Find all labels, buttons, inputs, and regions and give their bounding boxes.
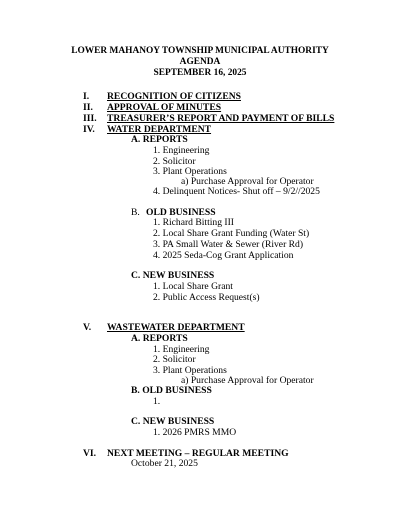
- meeting-date: SEPTEMBER 16, 2025: [153, 68, 247, 78]
- section-recognition-of-citizens: RECOGNITION OF CITIZENS: [107, 91, 241, 102]
- wastewater-report-item: 3. Plant Operations: [153, 365, 227, 376]
- water-report-item: 3. Plant Operations: [153, 166, 227, 177]
- section-number: V.: [83, 322, 92, 333]
- water-old-business-letter: B.: [131, 207, 140, 218]
- water-new-business-item: 1. Local Share Grant: [153, 281, 233, 292]
- wastewater-report-subitem: a) Purchase Approval for Operator: [181, 375, 314, 386]
- section-number: VI.: [83, 448, 97, 459]
- section-next-meeting: NEXT MEETING – REGULAR MEETING: [107, 448, 289, 459]
- wastewater-reports-heading: A. REPORTS: [131, 333, 188, 344]
- water-old-business-item: 4. 2025 Seda-Cog Grant Application: [153, 250, 294, 261]
- water-report-item: 4. Delinquent Notices- Shut off – 9/2//2025: [153, 186, 320, 197]
- water-new-business-heading: C. NEW BUSINESS: [131, 270, 215, 281]
- section-approval-of-minutes: APPROVAL OF MINUTES: [107, 102, 222, 113]
- water-new-business-item: 2. Public Access Request(s): [153, 292, 260, 303]
- wastewater-old-business-item: 1.: [153, 396, 161, 407]
- water-old-business-heading: OLD BUSINESS: [146, 207, 216, 218]
- section-water-department: WATER DEPARTMENT: [107, 124, 212, 135]
- org-title: LOWER MAHANOY TOWNSHIP MUNICIPAL AUTHORITY: [71, 46, 329, 56]
- wastewater-new-business-item: 1. 2026 PMRS MMO: [153, 427, 237, 438]
- section-treasurers-report: TREASURER’S REPORT AND PAYMENT OF BILLS: [107, 113, 335, 124]
- section-number: IV.: [83, 124, 95, 135]
- section-number: I.: [83, 91, 90, 102]
- section-number: III.: [83, 113, 97, 124]
- water-report-subitem: a) Purchase Approval for Operator: [181, 176, 314, 187]
- section-wastewater-department: WASTEWATER DEPARTMENT: [107, 322, 245, 333]
- wastewater-new-business-heading: C. NEW BUSINESS: [131, 416, 215, 427]
- water-old-business-item: 3. PA Small Water & Sewer (River Rd): [153, 239, 304, 250]
- water-old-business-item: 2. Local Share Grant Funding (Water St): [153, 228, 310, 239]
- water-report-item: 1. Engineering: [153, 145, 210, 156]
- water-old-business-item: 1. Richard Bitting III: [153, 217, 234, 228]
- wastewater-report-item: 1. Engineering: [153, 344, 210, 355]
- water-report-item: 2. Solicitor: [153, 156, 196, 167]
- next-meeting-date: October 21, 2025: [131, 458, 198, 469]
- section-number: II.: [83, 102, 93, 113]
- wastewater-old-business-heading: B. OLD BUSINESS: [131, 385, 212, 396]
- agenda-title: AGENDA: [179, 57, 221, 67]
- water-reports-heading: A. REPORTS: [131, 134, 188, 145]
- wastewater-report-item: 2. Solicitor: [153, 354, 196, 365]
